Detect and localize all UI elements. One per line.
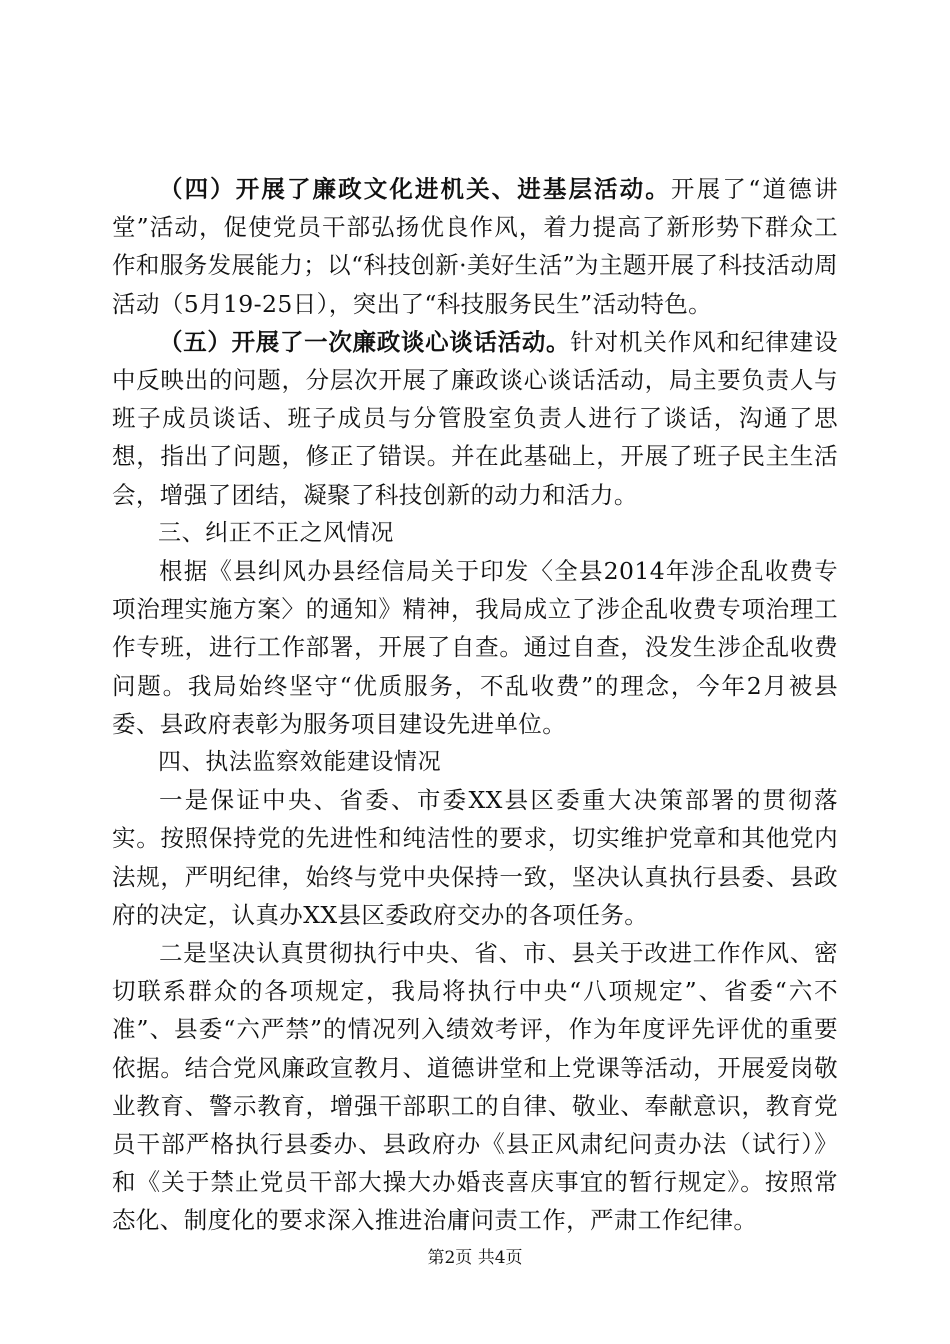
page-number: 第2页 共4页 [427,1248,523,1268]
paragraph-lead: （五）开展了一次廉政谈心谈话活动。 [159,327,571,356]
paragraph-lead: （四）开展了廉政文化进机关、进基层活动。 [159,175,671,203]
page-footer [0,1243,950,1268]
section-heading: 三、纠正不正之风情况 [158,519,394,546]
paragraph-text: 二是坚决认真贯彻执行中央、省、市、县关于改进工作作风、密切联系群众的各项规定，我局将执行中央“八项规定”、省委“六不准”、县委“六严禁”的情况列入绩效考评，作为年度评先评优的重要依据。结合党风廉政宣教月、道德讲堂和上党课等活动，开展爱岗敬业教育、警示教育，增强干部职工的自律、敬业、奉献意识，教育党员干部严格执行县委办、县政府办《县正风肃纪问责办法（试行）》和《关于禁止党员干部大操大办婚丧喜庆事宜的暂行规定》。按照常态化、制度化的要求深入推进治庸问责工作，严肃工作纪律。 [112,939,838,1235]
paragraph-text: 开展了“道德讲堂”活动，促使党员干部弘扬优良作风，着力提高了新形势下群众工作和服务发展能力；以“科技创新·美好生活”为主题开展了科技活动周活动（5月19-25日），突出了“科技服务民生”活动特色。 [112,175,838,318]
document-body [112,170,838,1240]
paragraph-text: 根据《县纠风办县经信局关于印发〈全县2014年涉企乱收费专项治理实施方案〉的通知》精神，我局成立了涉企乱收费专项治理工作专班，进行工作部署，开展了自查。通过自查，没发生涉企乱收费问题。我局始终坚守“优质服务，不乱收费”的理念，今年2月被县委、县政府表彰为服务项目建设先进单位。 [112,557,838,738]
paragraph-item-four [112,170,838,323]
paragraph-text: 针对机关作风和纪律建设中反映出的问题，分层次开展了廉政谈心谈话活动，局主要负责人与班子成员谈话、班子成员与分管股室负责人进行了谈话，沟通了思想，指出了问题，修正了错误。并在此基础上，开展了班子民主生活会，增强了团结，凝聚了科技创新的动力和活力。 [112,327,838,509]
paragraph-item-five [112,323,838,514]
paragraph-text: 一是保证中央、省委、市委XX县区委重大决策部署的贯彻落实。按照保持党的先进性和纯洁性的要求，切实维护党章和其他党内法规，严明纪律，始终与党中央保持一致，坚决认真执行县委、县政府的决定，认真办XX县区委政府交办的各项任务。 [112,786,838,929]
section-heading: 四、执法监察效能建设情况 [158,749,442,776]
